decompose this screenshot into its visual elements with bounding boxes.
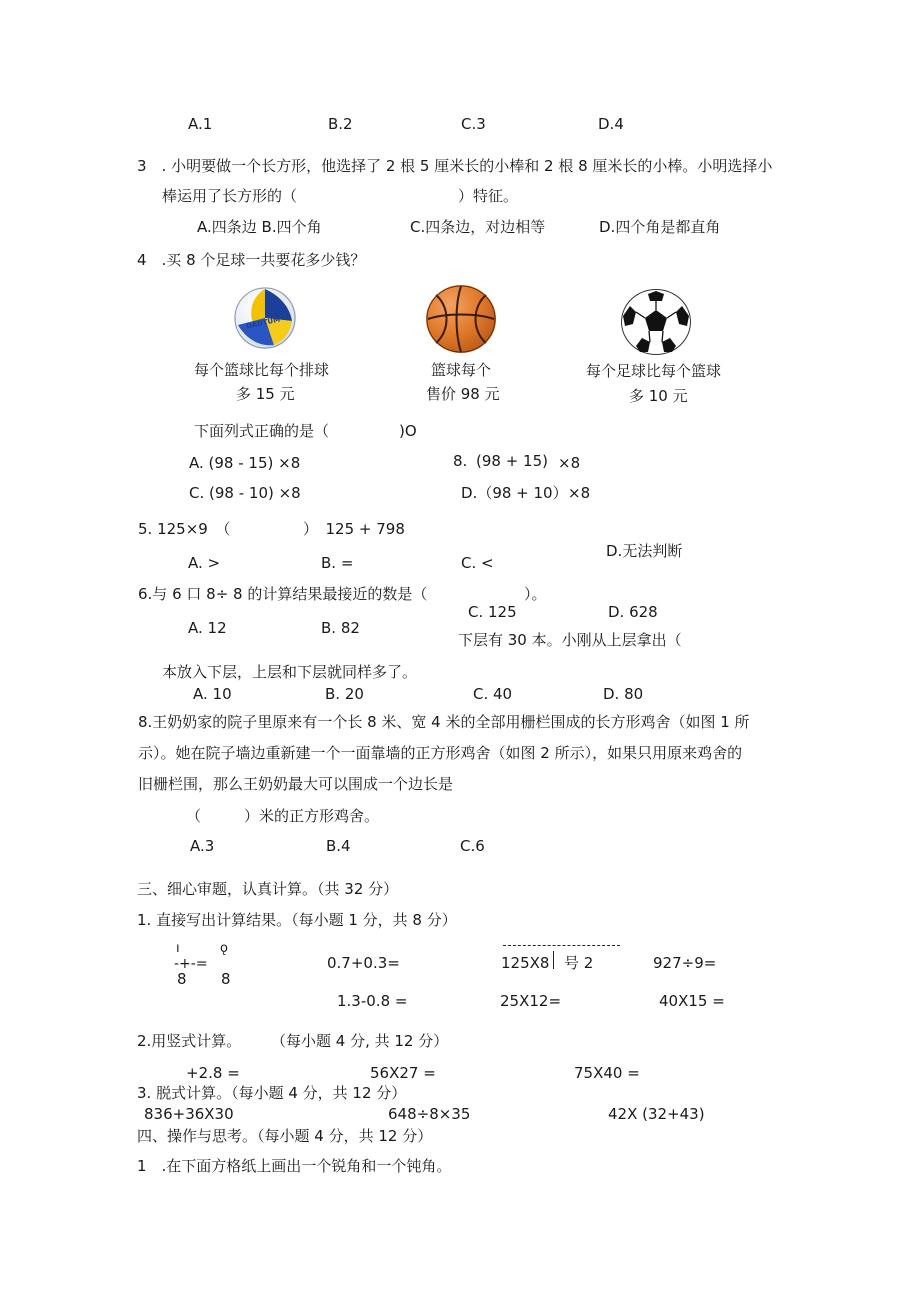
q7-option-d: D. 80 <box>603 685 644 703</box>
vertical-calc-1: +2.8 = <box>186 1064 240 1082</box>
q5-stem-left: 5. 125×9 （ <box>138 520 231 538</box>
q8-stem-line1: 8.王奶奶家的院子里原来有一个长 8 米、宽 4 米的全部用栅栏围成的长方形鸡舍（如图 1 所 <box>138 713 750 731</box>
q7-option-b: B. 20 <box>325 685 364 703</box>
q6-stem-end: ）。 <box>524 585 547 603</box>
section-3-title: 三、细心审题，认真计算。（共 32 分） <box>137 880 399 898</box>
q4-prompt: 下面列式正确的是（ <box>194 422 330 440</box>
q7-option-c: C. 40 <box>473 685 513 703</box>
q4-option-c: C. (98 - 10) ×8 <box>189 484 301 502</box>
q4-option-b-expr: (98 + 15) <box>476 452 548 470</box>
q8-option-a: A.3 <box>190 837 215 855</box>
vertical-bar <box>553 951 554 969</box>
fraction-denominator-1: 8 <box>177 970 187 988</box>
q2-option-b: B.2 <box>328 115 353 133</box>
q8-stem-line4: ）米的正方形鸡舍。 <box>244 807 380 825</box>
q4-option-d-tail: ×8 <box>568 484 591 502</box>
volleyball-icon <box>234 287 296 349</box>
q8-stem-line3: 旧栅栏围，那么王奶奶最大可以围成一个边长是 <box>138 775 454 793</box>
q4-option-b-number: 8. <box>453 452 468 470</box>
section-4-part1: 1 .在下面方格纸上画出一个锐角和一个钝角。 <box>137 1157 452 1175</box>
q3-option-d: D.四个角是都直角 <box>599 218 721 236</box>
q5-option-c: C. < <box>461 554 494 572</box>
calc-40x15: 40X15 = <box>659 992 725 1010</box>
q4-option-a: A. (98 - 15) ×8 <box>189 454 301 472</box>
q6-option-d: D. 628 <box>608 603 658 621</box>
soccer-ball-icon <box>621 289 691 355</box>
q6-stem: 6.与 6 口 8÷ 8 的计算结果最接近的数是（ <box>138 585 428 603</box>
basketball-icon <box>426 285 496 353</box>
basketball-caption-line1: 篮球每个 <box>431 361 492 379</box>
q4-stem: 4 .买 8 个足球一共要花多少钱？ <box>137 251 366 269</box>
q3-stem-line1: 3 . 小明要做一个长方形，他选择了 2 根 5 厘米长的小棒和 2 根 8 厘米长的小棒。小明选择小 <box>137 157 773 175</box>
q5-option-b: B. = <box>321 554 354 572</box>
q6-option-c: C. 125 <box>468 603 517 621</box>
q4-prompt-end: )O <box>399 422 417 440</box>
q2-option-c: C.3 <box>461 115 486 133</box>
q3-option-ab: A.四条边 B.四个角 <box>197 218 322 236</box>
section-3-part3-title: 3. 脱式计算。（每小题 4 分，共 12 分） <box>137 1084 407 1102</box>
q2-option-d: D.4 <box>598 115 624 133</box>
fraction-numerator-1: ı <box>176 941 180 956</box>
fraction-expression: -+-= <box>174 956 208 972</box>
volleyball-brand-text: DADTUM <box>245 315 281 331</box>
volleyball-caption-line2: 多 15 元 <box>236 385 295 403</box>
q8-option-b: B.4 <box>326 837 351 855</box>
step-calc-3: 42X (32+43) <box>608 1105 705 1123</box>
step-calc-2: 648÷8×35 <box>388 1105 471 1123</box>
soccer-caption-line1: 每个足球比每个篮球 <box>586 362 722 380</box>
fraction-denominator-2: 8 <box>221 970 231 988</box>
volleyball-caption-line1: 每个篮球比每个排球 <box>194 361 330 379</box>
q7-fragment-2: 本放入下层，上层和下层就同样多了。 <box>162 663 418 681</box>
q7-fragment-1: 下层有 30 本。小刚从上层拿出（ <box>458 631 682 649</box>
q7-option-a: A. 10 <box>193 685 232 703</box>
step-calc-1: 836+36X30 <box>144 1105 234 1123</box>
q8-stem-line2: 示）。她在院子墙边重新建一个一面靠墙的正方形鸡舍（如图 2 所示），如果只用原来鸡舍的 <box>138 744 743 762</box>
q3-stem-line2-end: ）特征。 <box>458 187 519 205</box>
q6-option-a: A. 12 <box>188 619 227 637</box>
calc-125x8: 125X8 <box>501 954 550 972</box>
vertical-calc-3: 75X40 = <box>574 1064 640 1082</box>
q6-option-b: B. 82 <box>321 619 360 637</box>
section-4-title: 四、操作与思考。（每小题 4 分，共 12 分） <box>137 1127 433 1145</box>
calc-1-3-minus-0-8: 1.3-0.8 = <box>337 992 408 1010</box>
basketball-caption-line2: 售价 98 元 <box>426 385 500 403</box>
calc-927-div-9: 927÷9= <box>653 954 717 972</box>
q5-option-a: A. > <box>188 554 221 572</box>
fraction-numerator-2: ǫ <box>220 941 228 956</box>
calc-125x8-tail: 号 2 <box>564 954 594 972</box>
soccer-caption-line2: 多 10 元 <box>629 387 688 405</box>
section-3-part1-title: 1. 直接写出计算结果。（每小题 1 分，共 8 分） <box>137 911 457 929</box>
q4-option-b-tail: ×8 <box>558 454 581 472</box>
q5-option-d: D.无法判断 <box>606 542 683 560</box>
vertical-calc-2: 56X27 = <box>370 1064 436 1082</box>
calc-25x12: 25X12= <box>500 992 562 1010</box>
q3-option-c: C.四条边，对边相等 <box>410 218 546 236</box>
section-3-part2-title: 2.用竖式计算。 <box>137 1032 242 1050</box>
q5-stem-right: ） 125 + 798 <box>303 520 405 538</box>
calc-0-7-plus-0-3: 0.7+0.3= <box>327 954 400 972</box>
q8-blank-open: （ <box>186 807 202 825</box>
section-3-part2-note: （每小题 4 分, 共 12 分） <box>271 1032 449 1050</box>
q4-option-d-expr: D.（98 + 10） <box>461 484 568 502</box>
q8-option-c: C.6 <box>460 837 485 855</box>
dashed-rule <box>503 945 620 946</box>
q2-option-a: A.1 <box>188 115 213 133</box>
q3-stem-line2: 棒运用了长方形的（ <box>162 187 298 205</box>
